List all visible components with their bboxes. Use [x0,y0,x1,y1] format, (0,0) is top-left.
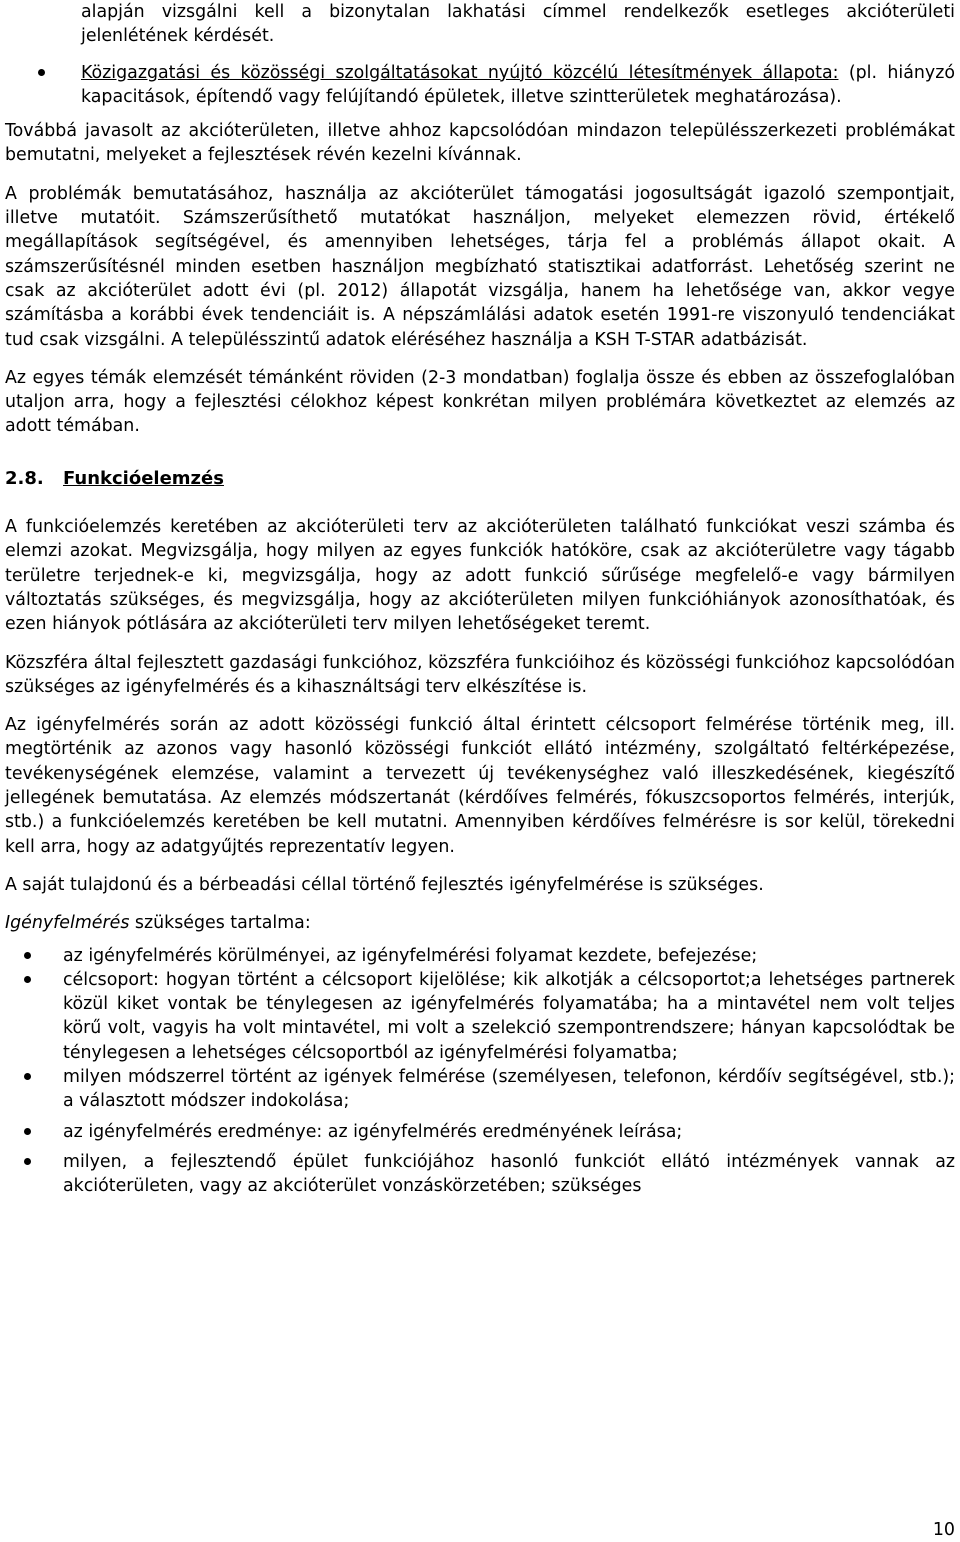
list-item-text: milyen, a fejlesztendő épület funkciójához hasonló funkciót ellátó intézmények vannak az akcióterületen, vagy az akcióterület vonzáskörzetében; szükséges [63,1151,955,1197]
list-item [5,944,955,968]
facilities-text: (pl. hiányzó kapacitások, építendő vagy felújítandó épületek, illetve szintterületek meghatározása). [81,62,955,107]
bullet-icon [24,1073,31,1080]
list-item-text: alapján vizsgálni kell a bizonytalan lakhatási címmel rendelkezők esetleges akcióterületi jelenlétének kérdését. [81,2,955,47]
section-number: 2.8. [5,467,44,489]
list-item [5,1150,955,1199]
section-title: Funkcióelemzés [63,467,224,489]
bullet-icon [24,1128,31,1135]
needs-intro-italic: Igényfelmérés [5,913,130,934]
paragraph: A saját tulajdonú és a bérbeadási céllal történő fejlesztés igényfelmérése is szükséges. [5,874,764,895]
paragraph: Továbbá javasolt az akcióterületen, illetve ahhoz kapcsolódóan mindazon településszerkezeti problémákat bemutatni, melyeket a fejlesztések révén kezelni kívánnak. [5,121,955,166]
list-item [5,61,955,110]
list-item-text: az igényfelmérés körülményei, az igényfelmérési folyamat kezdete, befejezése; [63,945,758,966]
bullet-icon [24,976,31,983]
list-item-text: milyen módszerrel történt az igények felmérése (személyesen, telefonon, kérdőív segítségével, stb.); a választott módszer indokolása; [63,1066,955,1112]
page-number: 10 [932,1520,955,1540]
list-item [5,1120,955,1144]
list-item [5,1065,955,1114]
paragraph: Az egyes témák elemzését témánként röviden (2-3 mondatban) foglalja össze és ebben az összefoglalóban utaljon arra, hogy a fejlesztési célokhoz képest konkrétan milyen problémára következtet az elemzés az adott témában. [5,367,955,437]
bullet-icon [38,69,45,76]
list-item-text: célcsoport: hogyan történt a célcsoport kijelölése; kik alkotják a célcsoportot;a lehetséges partnerek közül kiket vontak be ténylegesen az igényfelmérés folyamatába; ha a mintavétel nem volt teljes körű volt, vagyis ha volt mintavétel, mi volt a szelekció szempontrendszere; hányan kapcsolódtak be ténylegesen a lehetséges célcsoportból az igényfelmérési folyamatba; [63,969,955,1063]
paragraph: Az igényfelmérés során az adott közösségi funkció által érintett célcsoport felmérése történik meg, ill. megtörténik az azonos vagy hasonló közösségi funkciót ellátó intézmény, szolgáltató feltérképezése, tevékenységének elemzése, valamint a tervezett új tevékenységhez való illeszkedésének, kiegészítő jellegének bemutatása. Az elemzés módszertanát (kérdőíves felmérés, fókuszcsoportos felmérés, interjúk, stb.) a funkcióelemzés keretében be kell mutatni. Amennyiben kérdőíves felmérésre is sor kelül, törekedni kell arra, hogy az adatgyűjtés reprezentatív legyen. [5,715,955,857]
bullet-icon [24,1158,31,1165]
paragraph: A funkcióelemzés keretében az akcióterületi terv az akcióterületen található funkciókat veszi számba és elemzi azokat. Megvizsgálja, hogy milyen az egyes funkciók hatóköre, csak az akcióterületre vagy tágabb területre terjednek-e ki, megvizsgálja, hogy az adott funkció sűrűsége megfelelő-e vagy bármilyen változtatás szükséges, és megvizsgálja, hogy az akcióterületen milyen funkcióhiányok azonosíthatóak, és ezen hiányok pótlására az akcióterületi terv milyen lehetőségeket teremt. [5,517,955,635]
paragraph: A problémák bemutatásához, használja az akcióterület támogatási jogosultságát igazoló szempontjait, illetve mutatóit. Számszerűsíthető mutatókat használjon, melyeket elemezzen rövid, értékelő megállapítások segítségével, és amennyiben lehetséges, tárja fel a problémás állapot okait. A számszerűsítésnél minden esetben használjon megbízható statisztikai adatforrást. Lehetőség szerint ne csak az akcióterület adott évi (pl. 2012) állapotát vizsgálja, hanem ha lehetősége van, akkor vegye számításba a korábbi évek tendenciáit is. A népszámlálási adatok esetén 1991-re viszonyuló tendenciákat tud csak vizsgálni. A településszintű adatok eléréséhez használja a KSH T-STAR adatbázisát. [5,183,955,350]
needs-intro [5,911,955,935]
bullet-icon [24,952,31,959]
list-item-text: az igényfelmérés eredménye: az igényfelmérés eredményének leírása; [63,1121,683,1142]
intro-list [5,0,955,109]
section-heading [5,467,955,491]
needs-list [5,944,955,1199]
facilities-label: Közigazgatási és közösségi szolgáltatásokat nyújtó közcélú létesítmények állapota: [81,62,839,83]
needs-intro-text: szükséges tartalma: [129,913,311,934]
page-content [5,0,955,1198]
paragraph: Közszféra által fejlesztett gazdasági funkcióhoz, közszféra funkcióihoz és közösségi funkcióhoz kapcsolódóan szükséges az igényfelmérés és a kihasználtsági terv elkészítése is. [5,652,955,697]
list-item [5,968,955,1065]
list-item [5,0,955,49]
